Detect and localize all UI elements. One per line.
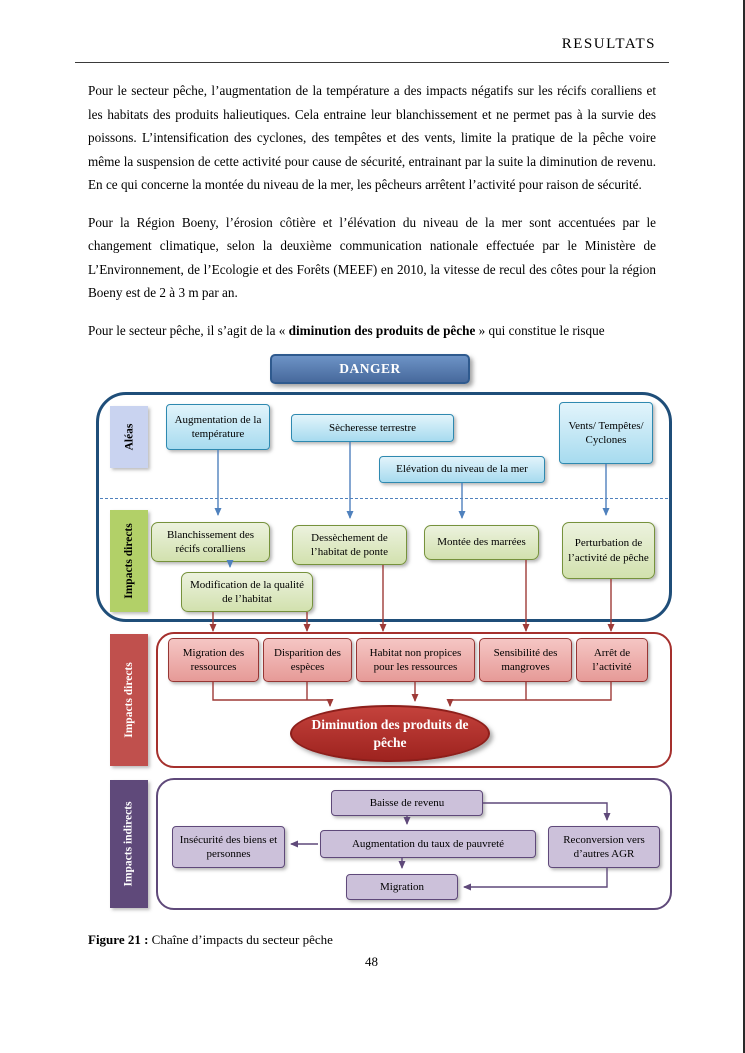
- green-box-modification-habitat: Modification de la qualité de l’habitat: [181, 572, 313, 612]
- aleas-impacts-divider: [100, 498, 668, 499]
- section-label-impacts-indirects: [110, 780, 148, 908]
- aleas-box-secheresse: Sècheresse terrestre: [291, 414, 454, 442]
- page-content: [0, 0, 743, 342]
- section-label-impacts-directs-red-text: Impacts directs: [123, 662, 135, 738]
- purple-box-reconversion-agr: Reconversion vers d’autres AGR: [548, 826, 660, 868]
- section-label-impacts-directs-green-text: Impacts directs: [123, 523, 135, 599]
- page-number: 48: [365, 954, 378, 969]
- green-box-blanchissement: Blanchissement des récifs coralliens: [151, 522, 270, 562]
- green-box-perturbation-peche: Perturbation de l’activité de pêche: [562, 522, 655, 579]
- ellipse-diminution-produits-peche: Diminution des produits de pêche: [290, 705, 490, 762]
- red-box-migration-ressources: Migration des ressources: [168, 638, 259, 682]
- purple-box-augmentation-pauvrete: Augmentation du taux de pauvreté: [320, 830, 536, 858]
- header-divider: [75, 62, 669, 63]
- figure-caption: [88, 932, 743, 948]
- paragraph-2: Pour la Région Boeny, l’érosion côtière et l’élévation du niveau de la mer sont accentuées par le changement climatique, selon la deuxième communication nationale effectuée par le Ministère de L’Environnement, de l’Ecologie et des Forêts (MEEF) en 2010, la vitesse de recul des côtes pour la région Boeny est de 2 à 3 m par an.: [88, 214, 656, 300]
- section-label-impacts-indirects-text: Impacts indirects: [123, 801, 136, 887]
- section-label-aleas-text: Aléas: [123, 423, 135, 451]
- red-box-disparition-especes: Disparition des espèces: [263, 638, 352, 682]
- figure-caption-text: Chaîne d’impacts du secteur pêche: [148, 932, 333, 947]
- red-box-arret-activite: Arrêt de l’activité: [576, 638, 648, 682]
- purple-box-migration: Migration: [346, 874, 458, 900]
- purple-box-baisse-revenu: Baisse de revenu: [331, 790, 483, 816]
- impact-chain-diagram: [0, 350, 745, 916]
- green-box-montee-marrees: Montée des marrées: [424, 525, 539, 560]
- section-label-impacts-directs-green: [110, 510, 148, 612]
- section-label-aleas: [110, 406, 148, 468]
- paragraph-3: [88, 319, 656, 343]
- aleas-box-elevation-niveau-mer: Elévation du niveau de la mer: [379, 456, 545, 483]
- red-box-habitat-non-propices: Habitat non propices pour les ressources: [356, 638, 475, 682]
- paragraph-1: Pour le secteur pêche, l’augmentation de la température a des impacts négatifs sur les récifs coralliens et les habitats des produits halieutiques. Cela entraine leur blanchissement et ne permet pas à la survie des poissons. L’intensification des cyclones, des tempêtes et des vents, limite la pratique de la pêche voire même la suspension de cette activité pour cause de sécurité, entrainant par la suite la diminution de revenu. En ce qui concerne la montée du niveau de la mer, les pêcheurs arrêtent l’activité pour raison de sécurité.: [88, 83, 656, 192]
- figure-caption-label: Figure 21 :: [88, 932, 149, 947]
- paragraph-3-bold: diminution des produits de pêche: [288, 322, 476, 338]
- green-box-dessechement: Dessèchement de l’habitat de ponte: [292, 525, 407, 565]
- aleas-box-temperature: Augmentation de la température: [166, 404, 270, 450]
- page-header-title: RESULTATS: [561, 36, 656, 52]
- danger-box: DANGER: [270, 354, 470, 384]
- paragraph-3-text: Pour le secteur pêche, il s’agit de la «: [88, 322, 289, 338]
- paragraph-3-tail: » qui constitue le risque: [475, 322, 605, 338]
- purple-box-insecurite: Insécurité des biens et personnes: [172, 826, 285, 868]
- aleas-box-vents-tempetes-cyclones: Vents/ Tempêtes/ Cyclones: [559, 402, 653, 464]
- section-label-impacts-directs-red: [110, 634, 148, 766]
- red-box-sensibilite-mangroves: Sensibilité des mangroves: [479, 638, 572, 682]
